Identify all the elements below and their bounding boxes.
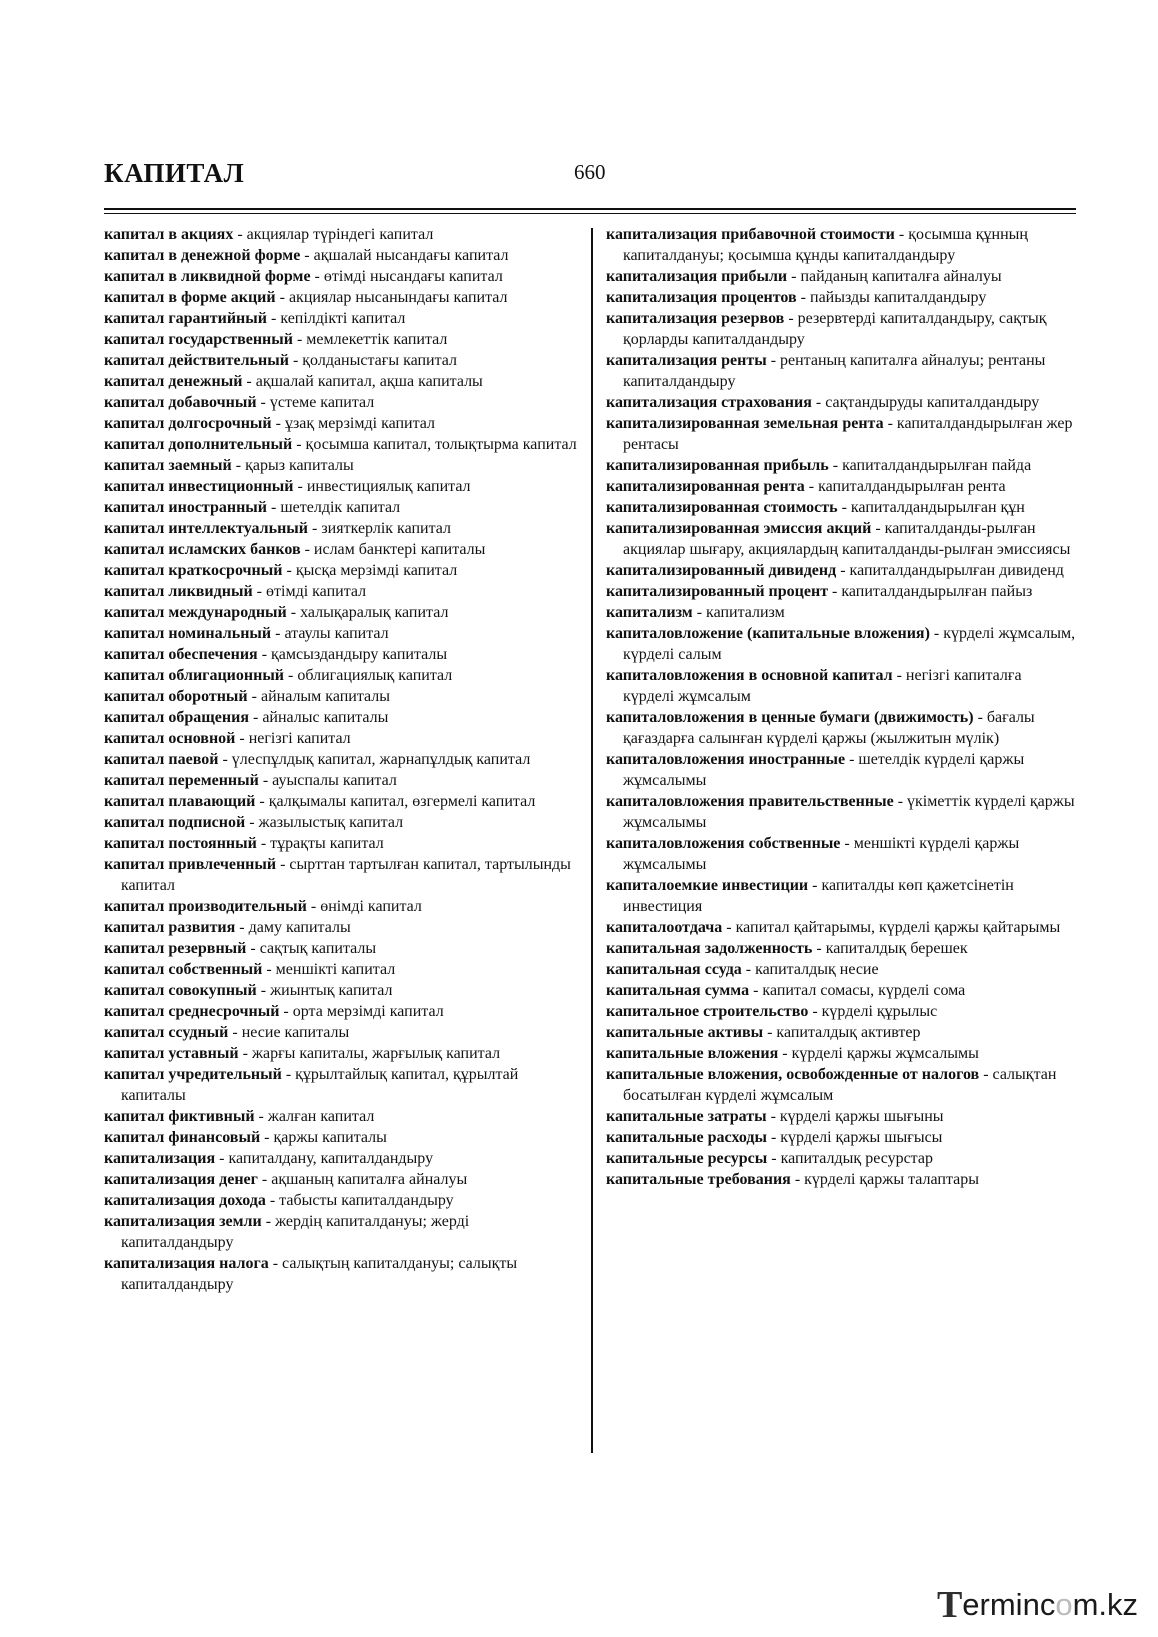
entry-term: капитал развития bbox=[104, 919, 236, 936]
entry-definition: - жазылыстық капитал bbox=[245, 814, 404, 831]
dictionary-entry bbox=[104, 812, 577, 833]
entry-term: капитал в форме акций bbox=[104, 289, 276, 306]
dictionary-entry bbox=[104, 518, 577, 539]
dictionary-entry bbox=[104, 791, 577, 812]
dictionary-entry bbox=[606, 665, 1076, 707]
entry-term: капиталовложения в ценные бумаги (движимость) bbox=[606, 709, 974, 726]
entry-definition: - қарыз капиталы bbox=[231, 457, 354, 474]
logo-text-ermin: ermin bbox=[962, 1587, 1040, 1622]
entry-definition: - күрделі жұмсалым, күрделі салым bbox=[623, 625, 1076, 663]
entry-definition: - өтімді нысандағы капитал bbox=[310, 268, 503, 285]
dictionary-entry bbox=[104, 917, 577, 938]
entry-term: капитал фиктивный bbox=[104, 1108, 255, 1125]
entry-term: капитальные активы bbox=[606, 1024, 764, 1041]
dictionary-entry bbox=[104, 1001, 577, 1022]
entry-term: капитал совокупный bbox=[104, 982, 257, 999]
entry-definition: - сақтандыруды капиталдандыру bbox=[811, 394, 1040, 411]
dictionary-entry bbox=[104, 581, 577, 602]
entry-definition: - салықтың капиталдануы; салықты капиталдандыру bbox=[121, 1255, 518, 1293]
entry-definition: - рентаның капиталға айналуы; рентаны капиталдандыру bbox=[623, 352, 1046, 390]
entry-definition: - қосымша капитал, толықтырма капитал bbox=[292, 436, 577, 453]
entry-definition: - үкіметтік күрделі қаржы жұмсалымы bbox=[623, 793, 1075, 831]
dictionary-entry bbox=[104, 686, 577, 707]
dictionary-entry bbox=[104, 245, 577, 266]
dictionary-entry bbox=[606, 1106, 1076, 1127]
dictionary-entry bbox=[606, 707, 1076, 749]
dictionary-entry bbox=[104, 707, 577, 728]
entry-term: капитальные вложения, освобожденные от налогов bbox=[606, 1066, 980, 1083]
entry-definition: - капитализм bbox=[692, 604, 785, 621]
dictionary-entry bbox=[606, 350, 1076, 392]
entry-definition: - капитал қайтарымы, күрделі қаржы қайтарымы bbox=[722, 919, 1061, 936]
entry-term: капитальное строительство bbox=[606, 1003, 809, 1020]
entry-term: капитальные требования bbox=[606, 1171, 791, 1188]
column-divider bbox=[591, 228, 593, 1453]
entry-term: капитализация прибыли bbox=[606, 268, 788, 285]
entry-definition: - капиталдандырылған жер рентасы bbox=[623, 415, 1073, 453]
entry-definition: - негізгі капитал bbox=[235, 730, 351, 747]
dictionary-entry bbox=[104, 413, 577, 434]
entry-term: капитальные вложения bbox=[606, 1045, 779, 1062]
entry-term: капитализация процентов bbox=[606, 289, 797, 306]
entry-term: капитал гарантийный bbox=[104, 310, 267, 327]
entry-definition: - сақтық капиталы bbox=[246, 940, 377, 957]
dictionary-entry bbox=[606, 455, 1076, 476]
entry-definition: - капиталдану, капиталдандыру bbox=[215, 1150, 434, 1167]
entry-term: капитал иностранный bbox=[104, 499, 268, 516]
dictionary-entry bbox=[104, 224, 577, 245]
entry-definition: - капиталдандырылған пайыз bbox=[828, 583, 1033, 600]
header-rule bbox=[104, 208, 1076, 210]
entry-term: капитал ссудный bbox=[104, 1024, 229, 1041]
dictionary-entry bbox=[104, 1106, 577, 1127]
entry-term: капитал производительный bbox=[104, 898, 307, 915]
entry-term: капитал долгосрочный bbox=[104, 415, 272, 432]
entry-definition: - күрделі қаржы жұмсалымы bbox=[778, 1045, 979, 1062]
header-rule-thin bbox=[104, 213, 1076, 214]
entry-definition: - меншікті күрделі қаржы жұмсалымы bbox=[623, 835, 1020, 873]
entry-definition: - қаржы капиталы bbox=[260, 1129, 387, 1146]
entry-term: капитализированный процент bbox=[606, 583, 829, 600]
dictionary-entry bbox=[606, 581, 1076, 602]
dictionary-entry bbox=[104, 1043, 577, 1064]
entry-term: капитализация налога bbox=[104, 1255, 269, 1272]
entry-term: капиталоотдача bbox=[606, 919, 723, 936]
entry-term: капитал добавочный bbox=[104, 394, 257, 411]
logo-text-t: T bbox=[936, 1584, 963, 1626]
entry-definition: - капиталдандырылған пайда bbox=[828, 457, 1032, 474]
entry-term: капитал постоянный bbox=[104, 835, 257, 852]
dictionary-entry bbox=[104, 392, 577, 413]
dictionary-entry bbox=[606, 875, 1076, 917]
entry-term: капитал собственный bbox=[104, 961, 263, 978]
entry-definition: - акциялар түріндегі капитал bbox=[233, 226, 434, 243]
dictionary-entry bbox=[104, 1022, 577, 1043]
entry-definition: - капиталдық несие bbox=[741, 961, 879, 978]
dictionary-entry bbox=[104, 749, 577, 770]
dictionary-entry bbox=[104, 434, 577, 455]
dictionary-entry bbox=[606, 392, 1076, 413]
entry-term: капитал краткосрочный bbox=[104, 562, 283, 579]
entry-definition: - халықаралық капитал bbox=[286, 604, 449, 621]
entry-term: капитал интеллектуальный bbox=[104, 520, 308, 537]
entry-definition: - ақшаның капиталға айналуы bbox=[257, 1171, 468, 1188]
dictionary-entry bbox=[104, 665, 577, 686]
entry-term: капитализация дохода bbox=[104, 1192, 266, 1209]
entry-term: капиталовложения собственные bbox=[606, 835, 841, 852]
dictionary-entry bbox=[606, 413, 1076, 455]
dictionary-entry bbox=[606, 980, 1076, 1001]
entry-definition: - капиталданды-рылған акциялар шығару, акциялардың капиталданды-рылған эмиссиясы bbox=[623, 520, 1071, 558]
entry-term: капитал государственный bbox=[104, 331, 293, 348]
page-heading: КАПИТАЛ bbox=[104, 158, 245, 188]
entry-definition: - жердің капиталдануы; жерді капиталдандыру bbox=[121, 1213, 470, 1251]
dictionary-entry bbox=[104, 1148, 577, 1169]
entry-definition: - пайызды капиталдандыру bbox=[796, 289, 987, 306]
entry-definition: - бағалы қағаздарға салынған күрделі қаржы (жылжитын мүлік) bbox=[623, 709, 1035, 747]
entry-definition: - күрделі құрылыс bbox=[808, 1003, 938, 1020]
dictionary-entry bbox=[606, 602, 1076, 623]
dictionary-entry bbox=[606, 917, 1076, 938]
dictionary-entry bbox=[104, 1127, 577, 1148]
dictionary-entry bbox=[606, 1064, 1076, 1106]
entry-definition: - жарғы капиталы, жарғылық капитал bbox=[238, 1045, 501, 1062]
dictionary-entry bbox=[104, 602, 577, 623]
dictionary-entry bbox=[104, 1211, 577, 1253]
entry-term: капитал исламских банков bbox=[104, 541, 301, 558]
dictionary-entry bbox=[104, 644, 577, 665]
entry-term: капиталовложение (капитальные вложения) bbox=[606, 625, 930, 642]
entry-term: капитализация bbox=[104, 1150, 216, 1167]
dictionary-entry bbox=[606, 938, 1076, 959]
dictionary-entry bbox=[606, 791, 1076, 833]
entry-term: капитал в акциях bbox=[104, 226, 234, 243]
dictionary-entry bbox=[606, 308, 1076, 350]
left-column bbox=[104, 224, 577, 1295]
entry-term: капитальная сумма bbox=[606, 982, 750, 999]
dictionary-entry bbox=[104, 455, 577, 476]
entry-term: капитал обращения bbox=[104, 709, 249, 726]
dictionary-entry bbox=[104, 833, 577, 854]
entry-term: капитал международный bbox=[104, 604, 287, 621]
entry-definition: - өтімді капитал bbox=[252, 583, 367, 600]
entry-definition: - айналым капиталы bbox=[247, 688, 391, 705]
dictionary-entry bbox=[606, 1043, 1076, 1064]
entry-term: капитал обеспечения bbox=[104, 646, 258, 663]
entry-definition: - капиталдандырылған дивиденд bbox=[836, 562, 1064, 579]
entry-term: капитал уставный bbox=[104, 1045, 239, 1062]
entry-definition: - орта мерзімді капитал bbox=[279, 1003, 444, 1020]
entry-term: капиталовложения правительственные bbox=[606, 793, 894, 810]
entry-term: капитал привлеченный bbox=[104, 856, 277, 873]
dictionary-entry bbox=[104, 350, 577, 371]
dictionary-entry bbox=[104, 1064, 577, 1106]
logo-text-o: o bbox=[1055, 1587, 1073, 1622]
entry-definition: - күрделі қаржы шығысы bbox=[766, 1129, 943, 1146]
dictionary-entry bbox=[104, 728, 577, 749]
entry-definition: - ислам банктері капиталы bbox=[300, 541, 486, 558]
entry-definition: - айналыс капиталы bbox=[248, 709, 389, 726]
entry-definition: - ұзақ мерзімді капитал bbox=[271, 415, 436, 432]
entry-definition: - акциялар нысанындағы капитал bbox=[275, 289, 508, 306]
entry-term: капитализм bbox=[606, 604, 693, 621]
dictionary-entry bbox=[606, 1148, 1076, 1169]
dictionary-entry bbox=[104, 959, 577, 980]
entry-definition: - күрделі қаржы шығыны bbox=[766, 1108, 944, 1125]
entry-term: капитальная задолженность bbox=[606, 940, 813, 957]
entry-definition: - үстеме капитал bbox=[256, 394, 375, 411]
dictionary-entry bbox=[104, 854, 577, 896]
entry-definition: - капиталды көп қажетсінетін инвестиция bbox=[623, 877, 1014, 915]
entry-term: капитал действительный bbox=[104, 352, 289, 369]
entry-definition: - қолданыстағы капитал bbox=[288, 352, 458, 369]
entry-definition: - мемлекеттік капитал bbox=[292, 331, 448, 348]
dictionary-entry bbox=[606, 476, 1076, 497]
entry-definition: - жиынтық капитал bbox=[256, 982, 393, 999]
dictionary-entry bbox=[606, 1001, 1076, 1022]
entry-definition: - несие капиталы bbox=[228, 1024, 350, 1041]
entry-definition: - капиталдық активтер bbox=[763, 1024, 921, 1041]
entry-definition: - капиталдық ресурстар bbox=[767, 1150, 933, 1167]
entry-definition: - сырттан тартылған капитал, тартылынды капитал bbox=[121, 856, 571, 894]
dictionary-entry bbox=[104, 329, 577, 350]
entry-term: капитал плавающий bbox=[104, 793, 256, 810]
entry-term: капитал в денежной форме bbox=[104, 247, 301, 264]
entry-term: капиталоемкие инвестиции bbox=[606, 877, 809, 894]
dictionary-entry bbox=[104, 476, 577, 497]
entry-definition: - шетелдік күрделі қаржы жұмсалымы bbox=[623, 751, 1025, 789]
entry-term: капиталовложения в основной капитал bbox=[606, 667, 893, 684]
entry-term: капиталовложения иностранные bbox=[606, 751, 846, 768]
dictionary-entry bbox=[104, 980, 577, 1001]
entry-term: капитал переменный bbox=[104, 772, 259, 789]
entry-definition: - ауыспалы капитал bbox=[258, 772, 397, 789]
entry-term: капитализация страхования bbox=[606, 394, 812, 411]
entry-term: капитализированная земельная рента bbox=[606, 415, 884, 432]
entry-term: капитализация денег bbox=[104, 1171, 258, 1188]
logo-text-mkz: m.kz bbox=[1072, 1587, 1138, 1622]
dictionary-entry bbox=[104, 371, 577, 392]
entry-definition: - күрделі қаржы талаптары bbox=[790, 1171, 979, 1188]
logo-text-c: c bbox=[1039, 1587, 1056, 1622]
dictionary-entry bbox=[104, 1190, 577, 1211]
entry-definition: - меншікті капитал bbox=[262, 961, 396, 978]
entry-definition: - капиталдандырылған рента bbox=[804, 478, 1006, 495]
entry-term: капитал денежный bbox=[104, 373, 243, 390]
dictionary-entry bbox=[104, 266, 577, 287]
entry-definition: - капиталдық берешек bbox=[812, 940, 968, 957]
dictionary-entry bbox=[104, 539, 577, 560]
entry-term: капитализированная рента bbox=[606, 478, 805, 495]
dictionary-entry bbox=[104, 560, 577, 581]
dictionary-entry bbox=[104, 1169, 577, 1190]
entry-definition: - қамсыздандыру капиталы bbox=[257, 646, 448, 663]
termincom-logo bbox=[937, 1583, 1138, 1627]
dictionary-entry bbox=[104, 938, 577, 959]
entry-term: капитализация земли bbox=[104, 1213, 262, 1230]
dictionary-entry bbox=[606, 833, 1076, 875]
entry-definition: - жалған капитал bbox=[254, 1108, 375, 1125]
dictionary-entry bbox=[606, 497, 1076, 518]
dictionary-entry bbox=[104, 623, 577, 644]
entry-term: капитал ликвидный bbox=[104, 583, 253, 600]
entry-definition: - зияткерлік капитал bbox=[308, 520, 451, 537]
entry-term: капитал дополнительный bbox=[104, 436, 293, 453]
entry-term: капитал подписной bbox=[104, 814, 246, 831]
entry-term: капитализированная прибыль bbox=[606, 457, 829, 474]
entry-definition: - өнімді капитал bbox=[306, 898, 422, 915]
dictionary-entry bbox=[104, 308, 577, 329]
entry-term: капитализация прибавочной стоимости bbox=[606, 226, 895, 243]
dictionary-entry bbox=[606, 749, 1076, 791]
entry-term: капитал паевой bbox=[104, 751, 219, 768]
entry-term: капитальные расходы bbox=[606, 1129, 767, 1146]
page-number: 660 bbox=[574, 160, 606, 184]
dictionary-entry bbox=[606, 1127, 1076, 1148]
entry-definition: - тұрақты капитал bbox=[256, 835, 384, 852]
entry-definition: - кепілдікті капитал bbox=[266, 310, 406, 327]
entry-definition: - облигациялық капитал bbox=[284, 667, 453, 684]
entry-term: капитал номинальный bbox=[104, 625, 272, 642]
entry-definition: - пайданың капиталға айналуы bbox=[787, 268, 1002, 285]
entry-definition: - құрылтайлық капитал, құрылтай капиталы bbox=[121, 1066, 519, 1104]
dictionary-entry bbox=[606, 224, 1076, 266]
entry-term: капитал инвестиционный bbox=[104, 478, 294, 495]
entry-definition: - даму капиталы bbox=[235, 919, 351, 936]
entry-definition: - салықтан босатылған күрделі жұмсалым bbox=[623, 1066, 1057, 1104]
right-column bbox=[606, 224, 1076, 1190]
entry-definition: - қосымша құнның капиталдануы; қосымша құнды капиталдандыру bbox=[623, 226, 1028, 264]
entry-term: капитал финансовый bbox=[104, 1129, 261, 1146]
dictionary-entry bbox=[104, 770, 577, 791]
dictionary-entry bbox=[606, 560, 1076, 581]
entry-definition: - резервтерді капиталдандыру, сақтық қорларды капиталдандыру bbox=[623, 310, 1047, 348]
dictionary-entry bbox=[606, 1022, 1076, 1043]
entry-term: капитал учредительный bbox=[104, 1066, 282, 1083]
dictionary-entry bbox=[606, 1169, 1076, 1190]
dictionary-entry bbox=[104, 1253, 577, 1295]
entry-term: капитализированный дивиденд bbox=[606, 562, 837, 579]
entry-term: капитал резервный bbox=[104, 940, 247, 957]
entry-definition: - капитал сомасы, күрделі сома bbox=[749, 982, 966, 999]
entry-definition: - ақшалай нысандағы капитал bbox=[300, 247, 509, 264]
dictionary-entry bbox=[104, 497, 577, 518]
entry-term: капитальные ресурсы bbox=[606, 1150, 768, 1167]
entry-term: капитал оборотный bbox=[104, 688, 248, 705]
entry-definition: - үлеспұлдық капитал, жарнапұлдық капитал bbox=[218, 751, 531, 768]
dictionary-entry bbox=[606, 266, 1076, 287]
entry-term: капитализированная эмиссия акций bbox=[606, 520, 872, 537]
dictionary-entry bbox=[104, 896, 577, 917]
entry-definition: - табысты капиталдандыру bbox=[265, 1192, 454, 1209]
entry-definition: - инвестициялық капитал bbox=[293, 478, 471, 495]
entry-term: капитализированная стоимость bbox=[606, 499, 838, 516]
entry-term: капитальные затраты bbox=[606, 1108, 767, 1125]
entry-term: капитал облигационный bbox=[104, 667, 285, 684]
entry-definition: - қысқа мерзімді капитал bbox=[282, 562, 458, 579]
entry-term: капитал в ликвидной форме bbox=[104, 268, 311, 285]
dictionary-entry bbox=[606, 623, 1076, 665]
entry-term: капитал основной bbox=[104, 730, 236, 747]
dictionary-entry bbox=[606, 287, 1076, 308]
entry-term: капитализация ренты bbox=[606, 352, 767, 369]
entry-definition: - шетелдік капитал bbox=[267, 499, 401, 516]
dictionary-entry bbox=[606, 959, 1076, 980]
entry-definition: - ақшалай капитал, ақша капиталы bbox=[242, 373, 483, 390]
entry-term: капитал заемный bbox=[104, 457, 232, 474]
entry-definition: - негізгі капиталға күрделі жұмсалым bbox=[623, 667, 1022, 705]
entry-definition: - атаулы капитал bbox=[271, 625, 389, 642]
entry-definition: - қалқымалы капитал, өзгермелі капитал bbox=[255, 793, 536, 810]
dictionary-entry bbox=[104, 287, 577, 308]
entry-definition: - капиталдандырылған құн bbox=[837, 499, 1025, 516]
entry-term: капитализация резервов bbox=[606, 310, 785, 327]
entry-term: капитал среднесрочный bbox=[104, 1003, 280, 1020]
entry-term: капитальная ссуда bbox=[606, 961, 742, 978]
dictionary-entry bbox=[606, 518, 1076, 560]
